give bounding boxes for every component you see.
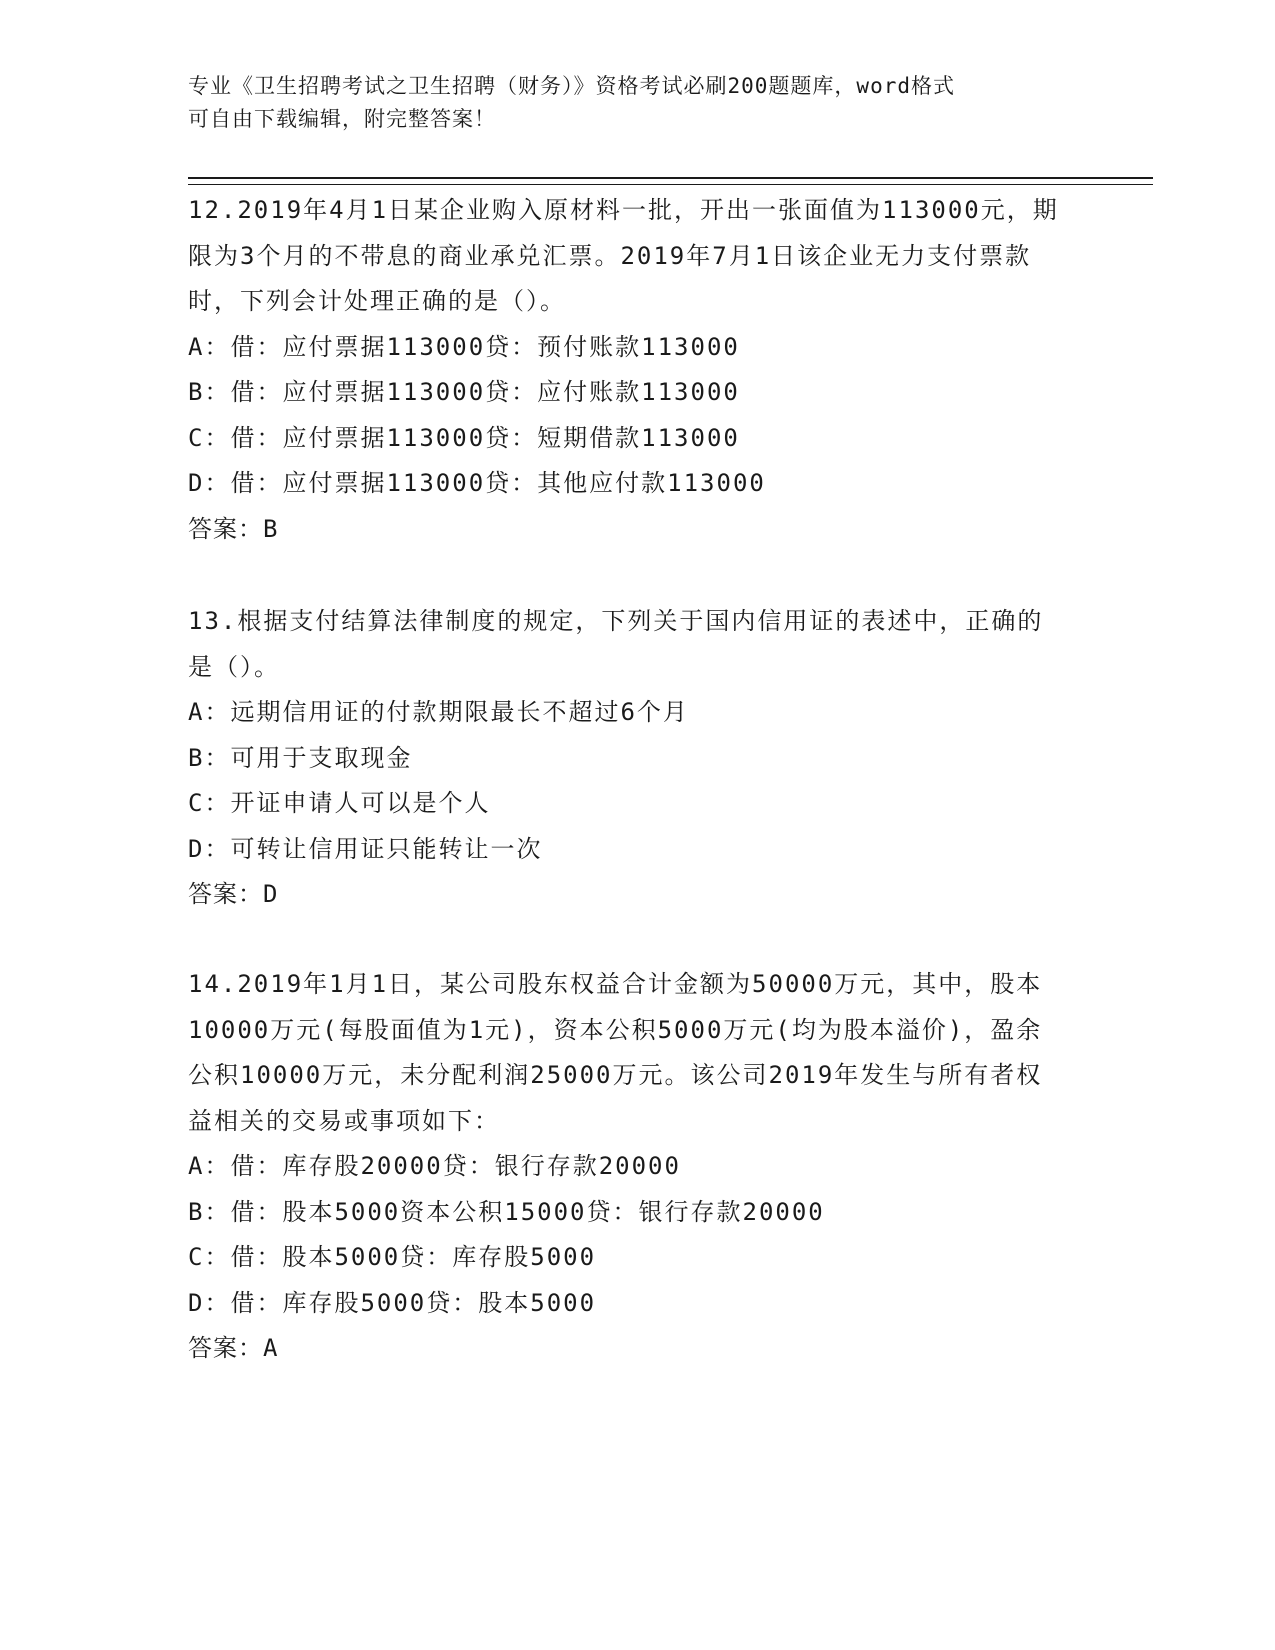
question-13 <box>188 599 1068 918</box>
question-stem: 14.2019年1月1日，某公司股东权益合计金额为50000万元，其中，股本10000万元(每股面值为1元)，资本公积5000万元(均为股本溢价)，盈余公积10000万元，未分配利润25000万元。该公司2019年发生与所有者权益相关的交易或事项如下： <box>188 970 1043 1135</box>
option-d: D：借：应付票据113000贷：其他应付款113000 <box>188 469 766 497</box>
header-title-line-2: 可自由下载编辑，附完整答案！ <box>188 107 496 131</box>
option-c: C：开证申请人可以是个人 <box>188 789 491 817</box>
header-title-line-1: 专业《卫生招聘考试之卫生招聘（财务）》资格考试必刷200题题库，word格式 <box>188 74 955 98</box>
header-divider <box>188 177 1153 185</box>
question-stem: 12.2019年4月1日某企业购入原材料一批，开出一张面值为113000元，期限为3个月的不带息的商业承兑汇票。2019年7月1日该企业无力支付票款时，下列会计处理正确的是（）。 <box>188 196 1059 315</box>
answer-line: 答案：D <box>188 880 279 908</box>
document-header <box>188 70 1068 136</box>
option-d: D：可转让信用证只能转让一次 <box>188 834 543 863</box>
question-14 <box>188 962 1068 1372</box>
answer-line: 答案：A <box>188 1334 279 1362</box>
option-b: B：借：股本5000资本公积15000贷：银行存款20000 <box>188 1197 825 1226</box>
option-a: A：借：库存股20000贷：银行存款20000 <box>188 1152 681 1180</box>
question-stem: 13.根据支付结算法律制度的规定，下列关于国内信用证的表述中，正确的是（）。 <box>188 607 1044 681</box>
answer-line: 答案：B <box>188 514 279 543</box>
option-d: D：借：库存股5000贷：股本5000 <box>188 1288 597 1317</box>
option-c: C：借：股本5000贷：库存股5000 <box>188 1243 597 1271</box>
option-a: A：远期信用证的付款期限最长不超过6个月 <box>188 698 689 726</box>
option-b: B：借：应付票据113000贷：应付账款113000 <box>188 378 740 406</box>
option-c: C：借：应付票据113000贷：短期借款113000 <box>188 423 740 452</box>
question-12 <box>188 188 1068 552</box>
option-a: A：借：应付票据113000贷：预付账款113000 <box>188 332 740 361</box>
option-b: B：可用于支取现金 <box>188 743 413 772</box>
